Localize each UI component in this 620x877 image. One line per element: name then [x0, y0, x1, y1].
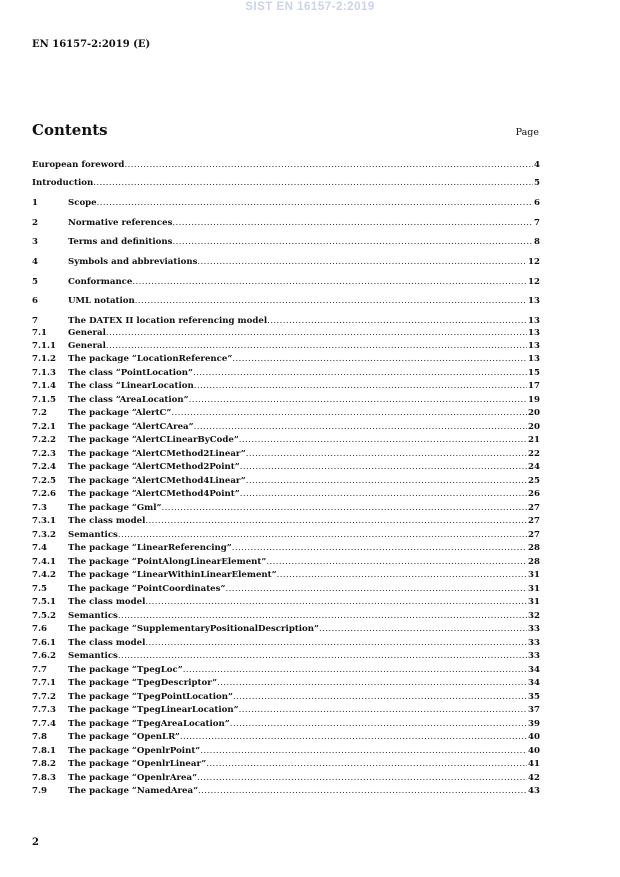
toc-entry-page: 33 — [528, 638, 540, 648]
toc-dot-leader — [135, 295, 527, 307]
toc-entry-title: The class model — [68, 597, 146, 607]
toc-entry-title: The DATEX II location referencing model — [68, 316, 268, 326]
toc-entry-number: 7.4.2 — [32, 570, 56, 580]
toc-entry-page: 27 — [528, 516, 540, 526]
toc-entry[interactable] — [32, 295, 540, 307]
page-column-label: Page — [515, 127, 539, 138]
toc-entry[interactable] — [32, 394, 540, 406]
toc-entry-page: 20 — [528, 408, 540, 418]
toc-entry-number: 7.6.1 — [32, 638, 56, 648]
toc-entry-title: The package “SupplementaryPositionalDescription” — [68, 624, 319, 634]
toc-entry-number: 7.1 — [32, 328, 47, 338]
toc-entry-page: 13 — [528, 296, 540, 306]
toc-entry[interactable] — [32, 704, 540, 716]
toc-entry-title: European foreword — [32, 160, 125, 170]
toc-entry-number: 2 — [32, 218, 38, 228]
toc-entry-page: 32 — [528, 611, 540, 621]
toc-entry-page: 35 — [528, 692, 540, 702]
toc-entry[interactable] — [32, 515, 540, 527]
toc-dot-leader — [240, 488, 527, 500]
toc-entry-title: The package “AlertCMethod2Linear” — [68, 449, 246, 459]
toc-entry[interactable] — [32, 353, 540, 365]
toc-entry-page: 13 — [528, 328, 540, 338]
toc-dot-leader — [171, 407, 527, 419]
toc-entry-title: The package “AlertC” — [68, 408, 172, 418]
toc-entry-page: 26 — [528, 489, 540, 499]
toc-dot-leader — [266, 556, 527, 568]
toc-entry-title: General — [68, 328, 106, 338]
toc-entry[interactable] — [32, 542, 540, 554]
toc-dot-leader — [162, 502, 528, 514]
toc-entry-title: The package “LinearReferencing” — [68, 543, 232, 553]
toc-entry-page: 17 — [528, 381, 540, 391]
toc-entry-number: 4 — [32, 257, 38, 267]
toc-entry-number: 7.2.6 — [32, 489, 56, 499]
toc-entry[interactable] — [32, 637, 540, 649]
toc-entry[interactable] — [32, 340, 540, 352]
contents-heading: Contents — [32, 121, 108, 139]
toc-entry-number: 7.2.4 — [32, 462, 56, 472]
toc-entry-page: 13 — [528, 341, 540, 351]
toc-entry[interactable] — [32, 718, 540, 730]
toc-entry[interactable] — [32, 758, 540, 770]
toc-entry-number: 7.8.2 — [32, 759, 56, 769]
toc-entry-page: 13 — [528, 316, 540, 326]
toc-entry[interactable] — [32, 315, 540, 327]
toc-entry-number: 7.3 — [32, 503, 47, 513]
toc-entry-page: 31 — [528, 584, 540, 594]
toc-entry-title: The package “OpenlrPoint” — [68, 746, 201, 756]
toc-entry[interactable] — [32, 475, 540, 487]
toc-entry-page: 22 — [528, 449, 540, 459]
toc-entry-title: The class model — [68, 516, 146, 526]
toc-entry[interactable] — [32, 691, 540, 703]
toc-entry-number: 7.2.2 — [32, 435, 56, 445]
toc-dot-leader — [198, 785, 527, 797]
toc-dot-leader — [277, 569, 527, 581]
toc-entry-number: 7.2.1 — [32, 422, 56, 432]
toc-entry[interactable] — [32, 217, 540, 229]
toc-entry-page: 13 — [528, 354, 540, 364]
toc-entry[interactable] — [32, 785, 540, 797]
toc-entry-title: The package “OpenLR” — [68, 732, 180, 742]
toc-entry[interactable] — [32, 623, 540, 635]
toc-dot-leader — [230, 718, 527, 730]
toc-entry-title: The package “OpenlrLinear” — [68, 759, 207, 769]
toc-entry-title: The class “LinearLocation — [68, 381, 194, 391]
toc-dot-leader — [183, 664, 527, 676]
toc-entry-number: 7.2.3 — [32, 449, 56, 459]
toc-entry-number: 7.8.1 — [32, 746, 56, 756]
toc-entry-page: 4 — [534, 160, 540, 170]
toc-entry-number: 1 — [32, 198, 38, 208]
toc-entry[interactable] — [32, 529, 540, 541]
toc-entry-page: 40 — [528, 732, 540, 742]
toc-entry-number: 7.7.2 — [32, 692, 56, 702]
toc-entry-title: The package “TpegAreaLocation” — [68, 719, 230, 729]
toc-entry-number: 7 — [32, 316, 38, 326]
toc-entry-number: 7.5.2 — [32, 611, 56, 621]
toc-entry-title: The package “LocationReference” — [68, 354, 233, 364]
toc-dot-leader — [145, 637, 527, 649]
toc-entry-title: The package “AlertCArea” — [68, 422, 194, 432]
toc-entry-title: The package “AlertCMethod4Linear” — [68, 476, 246, 486]
toc-entry-title: Scope — [68, 198, 97, 208]
toc-entry-page: 27 — [528, 503, 540, 513]
toc-entry-title: The package “OpenlrArea” — [68, 773, 198, 783]
toc-entry[interactable] — [32, 556, 540, 568]
toc-entry-number: 7.5.1 — [32, 597, 56, 607]
toc-entry[interactable] — [32, 256, 540, 268]
toc-dot-leader — [200, 745, 527, 757]
toc-entry[interactable] — [32, 448, 540, 460]
toc-entry-title: The package “LinearWithinLinearElement” — [68, 570, 277, 580]
toc-entry-number: 5 — [32, 277, 38, 287]
toc-entry-number: 3 — [32, 237, 38, 247]
toc-entry-title: The package “AlertCMethod2Point” — [68, 462, 240, 472]
toc-dot-leader — [106, 327, 527, 339]
toc-entry[interactable] — [32, 664, 540, 676]
toc-entry-page: 8 — [534, 237, 540, 247]
toc-entry-title: General — [68, 341, 106, 351]
toc-entry-title: Symbols and abbreviations — [68, 257, 198, 267]
toc-dot-leader — [246, 475, 527, 487]
toc-dot-leader — [132, 276, 527, 288]
toc-entry-title: The class model — [68, 638, 146, 648]
toc-entry-page: 33 — [528, 651, 540, 661]
toc-entry-page: 20 — [528, 422, 540, 432]
toc-entry[interactable] — [32, 596, 540, 608]
toc-entry-page: 12 — [528, 277, 540, 287]
toc-entry-number: 7.2.5 — [32, 476, 56, 486]
toc-entry[interactable] — [32, 434, 540, 446]
toc-entry[interactable] — [32, 731, 540, 743]
toc-entry-number: 7.8.3 — [32, 773, 56, 783]
toc-entry-title: The package “PointAlongLinearElement” — [68, 557, 267, 567]
toc-entry-title: The package “TpegLoc” — [68, 665, 183, 675]
toc-entry-number: 6 — [32, 296, 38, 306]
toc-entry[interactable] — [32, 197, 540, 209]
toc-entry[interactable] — [32, 461, 540, 473]
toc-entry-page: 24 — [528, 462, 540, 472]
toc-entry-title: UML notation — [68, 296, 135, 306]
toc-entry-number: 7.7 — [32, 665, 47, 675]
toc-dot-leader — [106, 340, 527, 352]
toc-entry-title: Introduction — [32, 178, 94, 188]
toc-dot-leader — [118, 610, 527, 622]
toc-entry-page: 7 — [534, 218, 540, 228]
toc-entry-number: 7.3.2 — [32, 530, 56, 540]
toc-entry-page: 40 — [528, 746, 540, 756]
toc-dot-leader — [145, 515, 527, 527]
toc-entry-title: The package “AlertCMethod4Point” — [68, 489, 240, 499]
toc-entry[interactable] — [32, 367, 540, 379]
toc-entry-number: 7.4 — [32, 543, 47, 553]
toc-entry-page: 43 — [528, 786, 540, 796]
toc-entry-number: 7.1.3 — [32, 368, 56, 378]
toc-entry[interactable] — [32, 159, 540, 171]
toc-entry-number: 7.6 — [32, 624, 47, 634]
toc-entry-page: 34 — [528, 665, 540, 675]
toc-entry[interactable] — [32, 421, 540, 433]
toc-entry[interactable] — [32, 380, 540, 392]
toc-entry-number: 7.6.2 — [32, 651, 56, 661]
toc-entry[interactable] — [32, 569, 540, 581]
toc-dot-leader — [189, 394, 527, 406]
toc-entry-title: The package “AlertCLinearByCode” — [68, 435, 239, 445]
toc-entry-number: 7.2 — [32, 408, 47, 418]
toc-entry[interactable] — [32, 610, 540, 622]
toc-entry[interactable] — [32, 745, 540, 757]
toc-entry[interactable] — [32, 502, 540, 514]
toc-entry-page: 19 — [528, 395, 540, 405]
toc-dot-leader — [194, 421, 527, 433]
toc-entry-page: 39 — [528, 719, 540, 729]
toc-dot-leader — [206, 758, 527, 770]
toc-entry-title: Semantics — [68, 651, 118, 661]
toc-entry-page: 41 — [528, 759, 540, 769]
toc-dot-leader — [180, 731, 527, 743]
toc-dot-leader — [232, 353, 527, 365]
toc-entry-page: 33 — [528, 624, 540, 634]
footer-page-number: 2 — [32, 837, 39, 848]
toc-entry[interactable] — [32, 327, 540, 339]
toc-entry[interactable] — [32, 177, 540, 189]
toc-dot-leader — [145, 596, 527, 608]
toc-entry-number: 7.4.1 — [32, 557, 56, 567]
toc-dot-leader — [246, 448, 527, 460]
toc-entry-page: 5 — [534, 178, 540, 188]
toc-dot-leader — [118, 650, 527, 662]
toc-entry-number: 7.3.1 — [32, 516, 56, 526]
toc-dot-leader — [232, 542, 527, 554]
toc-dot-leader — [319, 623, 527, 635]
toc-entry-page: 34 — [528, 678, 540, 688]
toc-entry-page: 6 — [534, 198, 540, 208]
toc-entry[interactable] — [32, 488, 540, 500]
toc-entry-title: Terms and definitions — [68, 237, 173, 247]
toc-dot-leader — [172, 236, 533, 248]
toc-entry-number: 7.1.4 — [32, 381, 56, 391]
toc-entry-page: 25 — [528, 476, 540, 486]
toc-entry-title: The package “PointCoordinates” — [68, 584, 226, 594]
toc-dot-leader — [118, 529, 527, 541]
toc-dot-leader — [240, 461, 527, 473]
toc-dot-leader — [197, 256, 527, 268]
toc-entry-title: The class “AreaLocation” — [68, 395, 189, 405]
toc-entry-number: 7.5 — [32, 584, 47, 594]
toc-entry-number: 7.1.2 — [32, 354, 56, 364]
toc-entry-page: 12 — [528, 257, 540, 267]
toc-entry[interactable] — [32, 236, 540, 248]
toc-entry[interactable] — [32, 276, 540, 288]
toc-entry-page: 37 — [528, 705, 540, 715]
toc-dot-leader — [217, 677, 527, 689]
toc-entry-title: The class “PointLocation” — [68, 368, 193, 378]
toc-dot-leader — [197, 772, 527, 784]
toc-dot-leader — [172, 217, 533, 229]
toc-entry-number: 7.8 — [32, 732, 47, 742]
toc-entry-number: 7.7.3 — [32, 705, 56, 715]
toc-entry-page: 27 — [528, 530, 540, 540]
toc-dot-leader — [233, 691, 527, 703]
toc-entry-number: 7.1.5 — [32, 395, 56, 405]
toc-entry-title: Semantics — [68, 611, 118, 621]
document-id: EN 16157-2:2019 (E) — [32, 39, 151, 50]
toc-entry-number: 7.7.1 — [32, 678, 56, 688]
toc-entry-title: The package “TpegLinearLocation” — [68, 705, 239, 715]
toc-entry-title: The package “NamedArea” — [68, 786, 199, 796]
toc-entry-title: Conformance — [68, 277, 133, 287]
toc-dot-leader — [267, 315, 527, 327]
toc-entry-page: 28 — [528, 543, 540, 553]
toc-entry-title: The package “TpegDescriptor” — [68, 678, 218, 688]
toc-dot-leader — [225, 583, 527, 595]
toc-dot-leader — [194, 380, 527, 392]
toc-dot-leader — [193, 367, 527, 379]
toc-entry-number: 7.9 — [32, 786, 47, 796]
toc-entry[interactable] — [32, 772, 540, 784]
toc-dot-leader — [97, 197, 533, 209]
toc-entry-title: Normative references — [68, 218, 173, 228]
toc-entry-number: 7.1.1 — [32, 341, 56, 351]
toc-entry[interactable] — [32, 407, 540, 419]
watermark: SIST EN 16157-2:2019 — [245, 1, 375, 13]
toc-entry-title: The package “TpegPointLocation” — [68, 692, 233, 702]
toc-entry-page: 21 — [528, 435, 540, 445]
toc-entry-title: The package “Gml” — [68, 503, 162, 513]
toc-entry-page: 28 — [528, 557, 540, 567]
toc-entry-number: 7.7.4 — [32, 719, 56, 729]
toc-entry-page: 31 — [528, 597, 540, 607]
toc-entry[interactable] — [32, 677, 540, 689]
toc-entry[interactable] — [32, 650, 540, 662]
toc-dot-leader — [124, 159, 533, 171]
toc-dot-leader — [239, 704, 527, 716]
toc-entry-page: 15 — [528, 368, 540, 378]
toc-entry-title: Semantics — [68, 530, 118, 540]
toc-entry[interactable] — [32, 583, 540, 595]
toc-dot-leader — [93, 177, 533, 189]
toc-dot-leader — [239, 434, 527, 446]
toc-entry-page: 31 — [528, 570, 540, 580]
toc-entry-page: 42 — [528, 773, 540, 783]
